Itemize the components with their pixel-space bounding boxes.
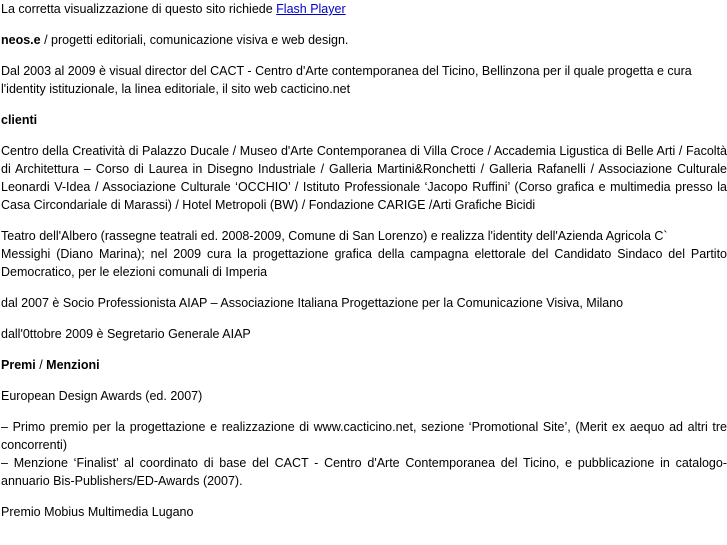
first-prize-item: – Primo premio per la progettazione e realizzazione di www.cacticino.net, sezione ‘Promotional Site’, (Merit ex aequo ad altri tre concorrenti) [1, 420, 727, 452]
eda-title: European Design Awards (ed. 2007) [1, 389, 203, 403]
clients-list: Centro della Creatività di Palazzo Ducale / Museo d'Arte Contemporanea di Villa Croce / Accademia Ligustica di Belle Arti / Facoltà di Architettura – Corso di Laurea in Disegno Industriale / Galleria Martini&Ronchetti / Galleria Rafanelli / Associazione Culturale Leonardi V-Idea / Associazione Culturale ‘OCCHIO’ / Istituto Professionale ‘Jacopo Ruffini’ (Corso grafica e multimedia presso la Casa Circondariale di Marassi) / Hotel Metropoli (BW) / Fondazione CARIGE /Arti Grafiche Bicidi [1, 144, 727, 212]
flash-notice-text: La corretta visualizzazione di questo sito richiede [1, 2, 277, 16]
mobius-award: Premio Mobius Multimedia Lugano [1, 505, 194, 519]
flash-notice [1, 0, 727, 18]
theatre-line-rest: Messighi (Diano Marina); nel 2009 cura la progettazione grafica della campagna elettorale del Candidato Sindaco del Partito Democratico, per le elezioni comunali di Imperia [1, 247, 727, 279]
brand-name: neos.e [1, 33, 41, 47]
theatre-paragraph [1, 227, 727, 281]
aiap-member-paragraph: dal 2007 è Socio Professionista AIAP – Associazione Italiana Progettazione per la Comunicazione Visiva, Milano [1, 296, 624, 310]
awards-heading-premi: Premi [1, 358, 36, 372]
awards-heading-separator: / [35, 358, 47, 372]
clients-heading-text: clienti [1, 113, 38, 127]
aiap-secretary-paragraph: dall'0ttobre 2009 è Segretario Generale AIAP [1, 327, 251, 341]
awards-heading [1, 356, 727, 374]
clients-heading [1, 111, 727, 129]
intro-tagline: / progetti editoriali, comunicazione visiva e web design. [40, 33, 349, 47]
bio-paragraph: Dal 2003 al 2009 è visual director del CACT - Centro d'Arte contemporanea del Ticino, Bellinzona per il quale progetta e cura l'identity istituzionale, la linea editoriale, il sito web cacticino.net [1, 64, 692, 96]
theatre-line-first: Teatro dell'Albero (rassegne teatrali ed. 2008-2009, Comune di San Lorenzo) e realizza l'identity dell'Azienda Agricola C` [1, 229, 668, 243]
flash-player-link[interactable]: Flash Player [276, 2, 346, 16]
intro-paragraph [1, 31, 727, 49]
eda-details [1, 418, 727, 490]
mention-item: – Menzione ‘Finalist’ al coordinato di base del CACT - Centro d'Arte Contemporanea del Ticino, e pubblicazione in catalogo-annuario Bis-Publishers/ED-Awards (2007). [1, 456, 727, 488]
awards-heading-menzioni: Menzioni [46, 358, 100, 372]
